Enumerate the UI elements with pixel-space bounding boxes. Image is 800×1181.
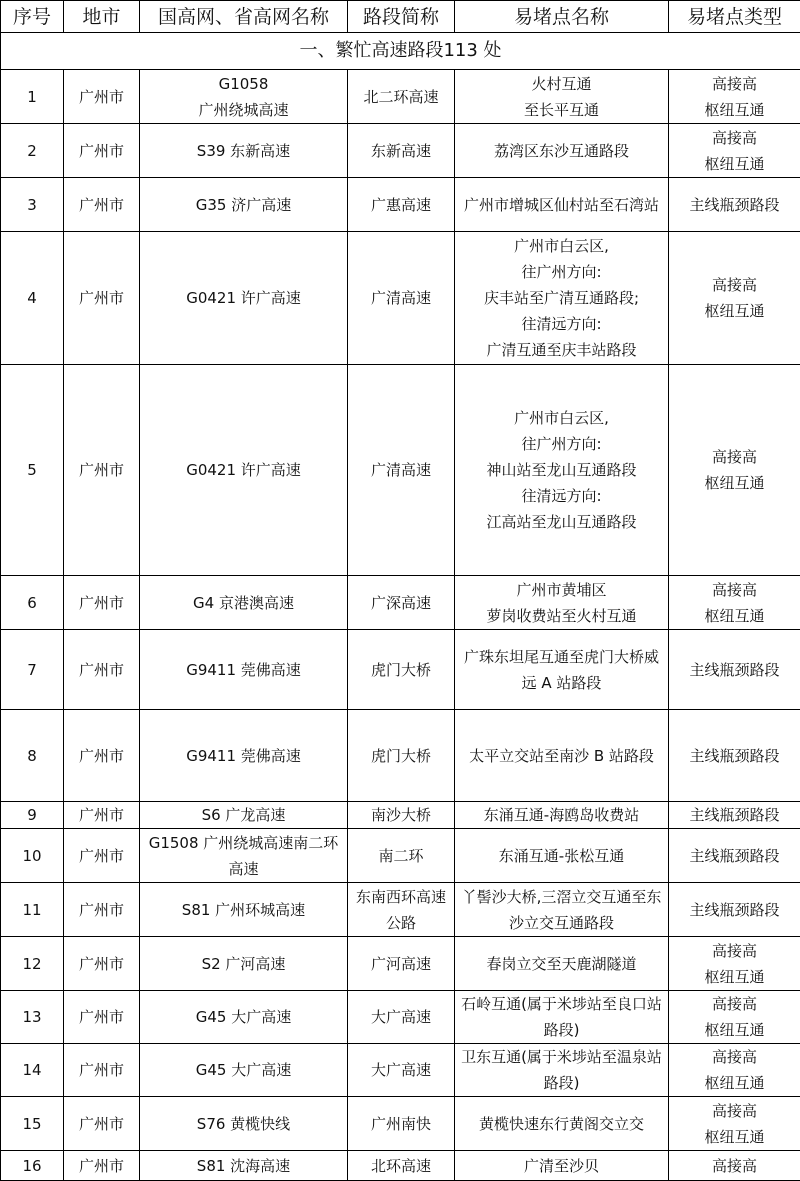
row-spot: 春岗立交至天鹿湖隧道 <box>455 937 669 991</box>
row-highway: G1508 广州绕城高速南二环高速 <box>140 829 348 883</box>
row-spot: 广州市白云区, 往广州方向: 庆丰站至广清互通路段; 往清远方向: 广清互通至庆丰站路段 <box>455 232 669 365</box>
header-short: 路段简称 <box>348 1 455 33</box>
header-type: 易堵点类型 <box>669 1 800 33</box>
row-type: 主线瓶颈路段 <box>669 178 800 232</box>
table-row <box>1 178 800 232</box>
row-short: 北二环高速 <box>348 70 455 124</box>
row-highway: S6 广龙高速 <box>140 802 348 829</box>
row-no: 10 <box>1 829 64 883</box>
row-type: 高接高 <box>669 1151 800 1181</box>
row-city: 广州市 <box>64 883 140 937</box>
row-type: 高接高 枢纽互通 <box>669 70 800 124</box>
row-type: 主线瓶颈路段 <box>669 710 800 802</box>
row-short: 虎门大桥 <box>348 710 455 802</box>
row-highway: S81 广州环城高速 <box>140 883 348 937</box>
row-no: 8 <box>1 710 64 802</box>
table-row <box>1 365 800 576</box>
row-short: 虎门大桥 <box>348 630 455 710</box>
row-city: 广州市 <box>64 178 140 232</box>
row-no: 12 <box>1 937 64 991</box>
row-short: 南沙大桥 <box>348 802 455 829</box>
row-spot: 火村互通 至长平互通 <box>455 70 669 124</box>
row-spot: 东涌互通-海鸥岛收费站 <box>455 802 669 829</box>
table-row <box>1 1151 800 1181</box>
row-type: 高接高 枢纽互通 <box>669 937 800 991</box>
header-no: 序号 <box>1 1 64 33</box>
header-row <box>1 1 800 33</box>
row-short: 广清高速 <box>348 232 455 365</box>
row-city: 广州市 <box>64 710 140 802</box>
row-spot: 黄榄快速东行黄阁交立交 <box>455 1097 669 1151</box>
table-row <box>1 802 800 829</box>
row-highway: G9411 莞佛高速 <box>140 710 348 802</box>
row-highway: G4 京港澳高速 <box>140 576 348 630</box>
header-city: 地市 <box>64 1 140 33</box>
row-no: 6 <box>1 576 64 630</box>
row-type: 高接高 枢纽互通 <box>669 576 800 630</box>
row-spot: 荔湾区东沙互通路段 <box>455 124 669 178</box>
row-type: 高接高 枢纽互通 <box>669 991 800 1044</box>
header-spot: 易堵点名称 <box>455 1 669 33</box>
row-short: 广惠高速 <box>348 178 455 232</box>
table-row <box>1 124 800 178</box>
row-short: 广深高速 <box>348 576 455 630</box>
row-short: 南二环 <box>348 829 455 883</box>
table-row <box>1 1044 800 1097</box>
row-highway: G0421 许广高速 <box>140 232 348 365</box>
row-highway: G0421 许广高速 <box>140 365 348 576</box>
row-short: 广清高速 <box>348 365 455 576</box>
table-row <box>1 1097 800 1151</box>
row-no: 16 <box>1 1151 64 1181</box>
row-type: 主线瓶颈路段 <box>669 630 800 710</box>
row-highway: G45 大广高速 <box>140 1044 348 1097</box>
row-short: 大广高速 <box>348 1044 455 1097</box>
table-row <box>1 630 800 710</box>
table-row <box>1 883 800 937</box>
table-row <box>1 937 800 991</box>
row-highway: S2 广河高速 <box>140 937 348 991</box>
row-type: 高接高 枢纽互通 <box>669 365 800 576</box>
row-short: 北环高速 <box>348 1151 455 1181</box>
table-row <box>1 710 800 802</box>
table-row <box>1 232 800 365</box>
row-no: 14 <box>1 1044 64 1097</box>
section-row <box>1 33 800 70</box>
header-highway: 国高网、省高网名称 <box>140 1 348 33</box>
row-type: 高接高 枢纽互通 <box>669 232 800 365</box>
row-spot: 丫髻沙大桥,三滘立交互通至东沙立交互通路段 <box>455 883 669 937</box>
row-spot: 卫东互通(属于米埗站至温泉站路段) <box>455 1044 669 1097</box>
table-row <box>1 829 800 883</box>
row-type: 主线瓶颈路段 <box>669 802 800 829</box>
row-spot: 广州市白云区, 往广州方向: 神山站至龙山互通路段 往清远方向: 江高站至龙山互通路段 <box>455 365 669 576</box>
row-type: 主线瓶颈路段 <box>669 829 800 883</box>
row-highway: G35 济广高速 <box>140 178 348 232</box>
row-city: 广州市 <box>64 937 140 991</box>
row-no: 9 <box>1 802 64 829</box>
row-type: 高接高 枢纽互通 <box>669 1044 800 1097</box>
row-no: 1 <box>1 70 64 124</box>
row-city: 广州市 <box>64 365 140 576</box>
row-no: 4 <box>1 232 64 365</box>
row-no: 5 <box>1 365 64 576</box>
row-no: 2 <box>1 124 64 178</box>
row-city: 广州市 <box>64 1151 140 1181</box>
row-highway: G9411 莞佛高速 <box>140 630 348 710</box>
row-no: 13 <box>1 991 64 1044</box>
row-spot: 广州市增城区仙村站至石湾站 <box>455 178 669 232</box>
row-city: 广州市 <box>64 124 140 178</box>
row-type: 高接高 枢纽互通 <box>669 1097 800 1151</box>
row-no: 3 <box>1 178 64 232</box>
row-highway: S39 东新高速 <box>140 124 348 178</box>
row-type: 主线瓶颈路段 <box>669 883 800 937</box>
table-row <box>1 70 800 124</box>
section-title: 一、繁忙高速路段113 处 <box>1 33 800 70</box>
table-row <box>1 991 800 1044</box>
row-highway: S81 沈海高速 <box>140 1151 348 1181</box>
row-city: 广州市 <box>64 232 140 365</box>
row-city: 广州市 <box>64 576 140 630</box>
row-short: 东新高速 <box>348 124 455 178</box>
row-short: 广河高速 <box>348 937 455 991</box>
row-city: 广州市 <box>64 802 140 829</box>
row-spot: 广州市黄埔区 萝岗收费站至火村互通 <box>455 576 669 630</box>
row-city: 广州市 <box>64 630 140 710</box>
row-type: 高接高 枢纽互通 <box>669 124 800 178</box>
table-row <box>1 576 800 630</box>
row-spot: 石岭互通(属于米埗站至良口站路段) <box>455 991 669 1044</box>
row-spot: 太平立交站至南沙 B 站路段 <box>455 710 669 802</box>
row-spot: 东涌互通-张松互通 <box>455 829 669 883</box>
row-short: 广州南快 <box>348 1097 455 1151</box>
row-highway: G45 大广高速 <box>140 991 348 1044</box>
row-highway: S76 黄榄快线 <box>140 1097 348 1151</box>
row-city: 广州市 <box>64 70 140 124</box>
row-no: 7 <box>1 630 64 710</box>
row-city: 广州市 <box>64 1044 140 1097</box>
row-city: 广州市 <box>64 829 140 883</box>
row-spot: 广珠东坦尾互通至虎门大桥威远 A 站路段 <box>455 630 669 710</box>
row-no: 11 <box>1 883 64 937</box>
row-city: 广州市 <box>64 1097 140 1151</box>
row-short: 大广高速 <box>348 991 455 1044</box>
row-no: 15 <box>1 1097 64 1151</box>
row-spot: 广清至沙贝 <box>455 1151 669 1181</box>
row-highway: G1058 广州绕城高速 <box>140 70 348 124</box>
row-city: 广州市 <box>64 991 140 1044</box>
row-short: 东南西环高速公路 <box>348 883 455 937</box>
